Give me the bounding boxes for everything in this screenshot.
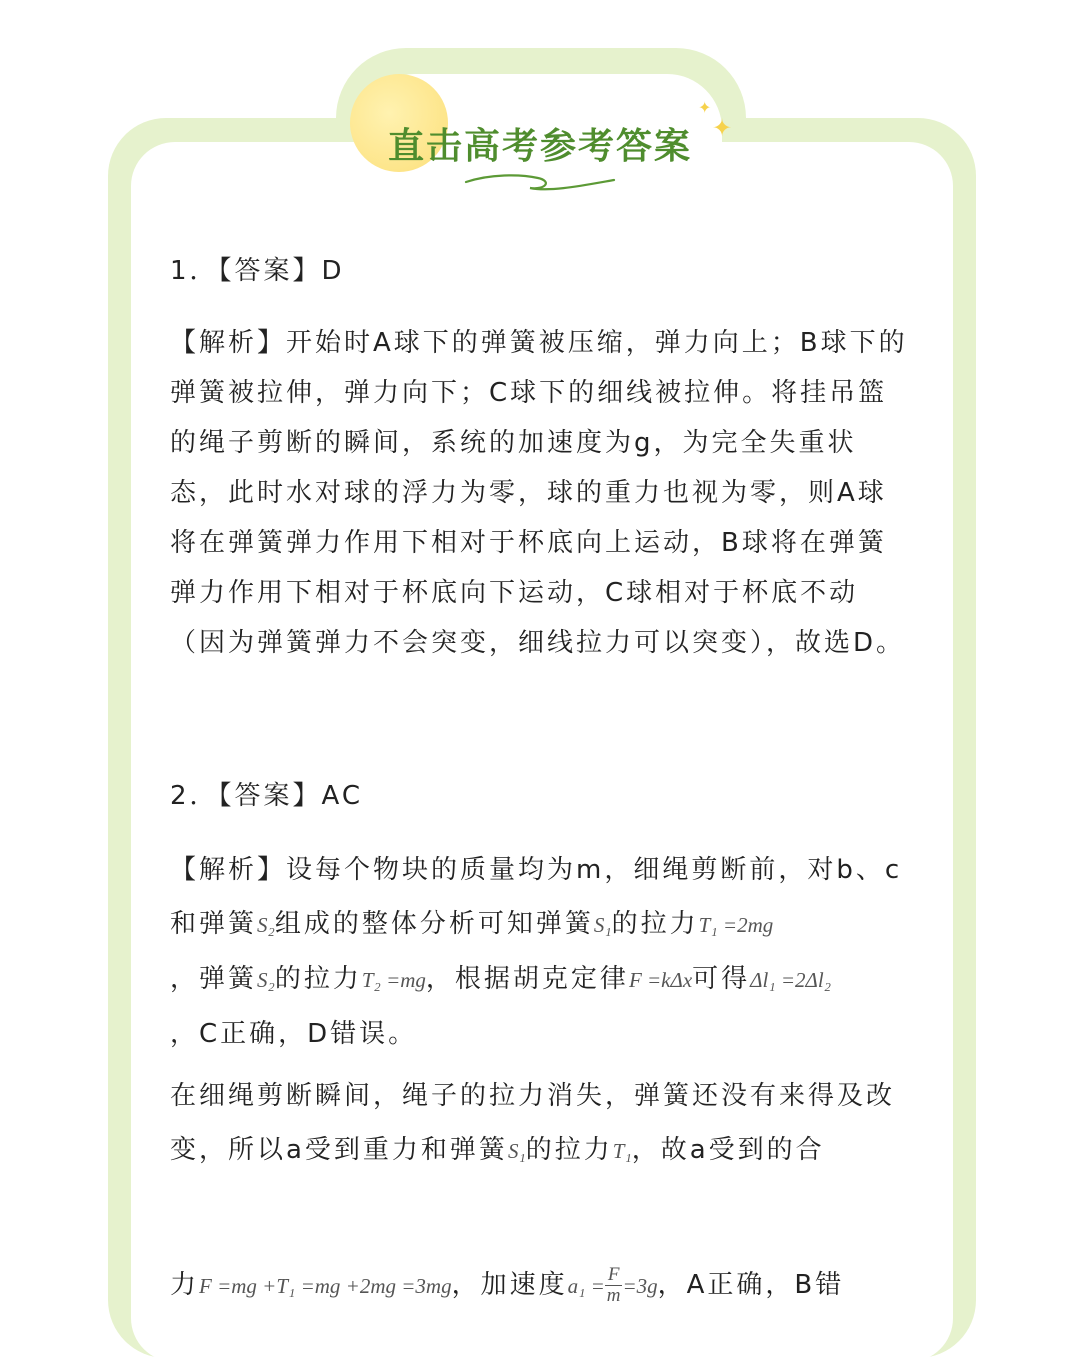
- text-run: 组成的整体分析可知弹簧: [274, 909, 594, 939]
- fraction: [605, 1265, 623, 1306]
- heading-text: 2．【答案】AC: [170, 781, 364, 811]
- text-run: ，A正确，B错: [657, 1270, 845, 1300]
- fraction-denominator: m: [606, 1285, 621, 1306]
- sparkle-icon: ✦: [712, 114, 733, 142]
- squiggle-icon: [460, 168, 620, 198]
- formula: T₁: [612, 1139, 632, 1163]
- text-run: 的拉力: [274, 964, 362, 994]
- formula: T₁ =2mg: [698, 913, 774, 937]
- text-run: 的拉力: [525, 1135, 613, 1165]
- text-run: ，加速度: [451, 1270, 568, 1300]
- analysis-paragraph-4: [170, 1258, 910, 1313]
- sparkle-icon: ✦: [698, 98, 712, 117]
- text-run: ，根据胡克定律: [425, 964, 629, 994]
- text-run: 【解析】设每个物块的质量均为m，细绳剪断前，对b、c和弹簧: [170, 855, 903, 939]
- answer-heading-2: [170, 775, 363, 812]
- formula: F =mg +T₁ =mg +2mg =3mg: [199, 1274, 452, 1298]
- formula: S₂: [257, 913, 275, 937]
- formula: S₁: [507, 1139, 526, 1163]
- formula: F =kΔx: [628, 968, 693, 992]
- formula: a₁ =: [567, 1274, 605, 1298]
- page-title: 直击高考参考答案: [387, 126, 692, 167]
- fraction-numerator: F: [605, 1265, 623, 1286]
- answer-heading-1: [170, 250, 345, 287]
- text-run: 的拉力: [611, 909, 699, 939]
- formula: S₁: [593, 913, 612, 937]
- analysis-paragraph-1: 【解析】开始时A球下的弹簧被压缩，弹力向上；B球下的弹簧被拉伸，弹力向下；C球下的细线被拉伸。将挂吊篮的绳子剪断的瞬间，系统的加速度为g，为完全失重状态，此时水对球的浮力为零，球的重力也视为零，则A球将在弹簧弹力作用下相对于杯底向上运动，B球将在弹簧弹力作用下相对于杯底向下运动，C球相对于杯底不动（因为弹簧弹力不会突变，细线拉力可以突变），故选D。: [170, 328, 908, 658]
- text-run: ，C正确，D错误。: [170, 1019, 418, 1049]
- formula: Δl₁ =2Δl₂: [750, 968, 832, 992]
- formula: S₂: [257, 968, 275, 992]
- text-run: ，弹簧: [170, 964, 258, 994]
- formula: T₂ =mg: [361, 968, 426, 992]
- text-run: 在细绳剪断瞬间，绳子的拉力消失，弹簧还没有来得及改变，所以a受到重力和弹簧: [170, 1081, 896, 1165]
- analysis-paragraph-2: [170, 843, 910, 1061]
- heading-text: 1．【答案】D: [170, 256, 345, 286]
- formula: =3g: [622, 1274, 658, 1298]
- analysis-paragraph-3: [170, 1069, 910, 1178]
- text-run: 可得: [692, 964, 751, 994]
- text-run: ，故a受到的合: [631, 1135, 825, 1165]
- text-run: 力: [170, 1270, 200, 1300]
